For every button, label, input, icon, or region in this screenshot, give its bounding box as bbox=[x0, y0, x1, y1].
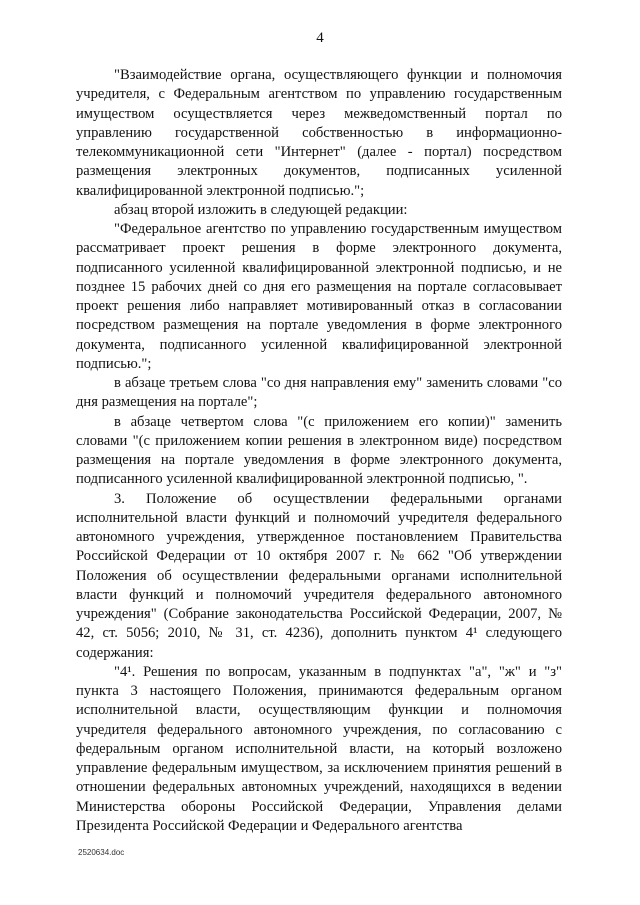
page-number: 4 bbox=[316, 30, 324, 46]
paragraph-section-3: 3. Положение об осуществлении федеральными органами исполнительной власти функций и полномочий учредителя федерального автономного учреждения, утвержденное постановлением Правительства Российской Федерации от 10 октября 2007 г. № 662 "Об утверждении Положения об осуществлении федеральными органами исполнительной власти функций и полномочий учредителя федерального автономного учреждения" (Собрание законодательства Российской Федерации, 2007, № 42, ст. 5056; 2010, № 31, ст. 4236), дополнить пунктом 4¹ следующего содержания: bbox=[76, 490, 562, 661]
paragraph-instruction-third: в абзаце третьем слова "со дня направления ему" заменить словами "со дня размещения на портале"; bbox=[76, 375, 562, 411]
footer-file-code: 2520634.doc bbox=[78, 848, 125, 857]
paragraph-portal-interaction: "Взаимодействие органа, осуществляющего функции и полномочия учредителя, с Федеральным агентством по управлению государственным имуществом осуществляется через межведомственный портал по управлению государственной собственностью в информационно-телекоммуникационной сети "Интернет" (далее - портал) посредством размещения электронных документов, подписанных усиленной квалифицированной электронной подписью."; bbox=[76, 67, 562, 199]
paragraph-instruction-fourth: в абзаце четвертом слова "(с приложением его копии)" заменить словами "(с приложением копии решения в электронном виде) посредством размещения на портале уведомления в форме электронного документа, подписанного усиленной квалифицированной электронной подписью, ". bbox=[76, 413, 562, 488]
paragraph-point-4-1: "4¹. Решения по вопросам, указанным в подпунктах "а", "ж" и "з" пункта 3 настоящего Положения, принимаются федеральным органом исполнительной власти, осуществляющим функции и полномочия учредителя федерального автономного учреждения, по согласованию с федеральным органом исполнительной власти, на который возложено управление федеральным имуществом, за исключением принятия решений в отношении федеральных автономных учреждений, находящихся в ведении Министерства обороны Российской Федерации, Управления делами Президента Российской Федерации и Федерального агентства bbox=[76, 663, 562, 834]
paragraph-agency-review: "Федеральное агентство по управлению государственным имуществом рассматривает проект решения в форме электронного документа, подписанного усиленной квалифицированной электронной подписью, и не позднее 15 рабочих дней со дня его размещения на портале согласовывает проект решения либо направляет мотивированный отказ в согласовании посредством размещения на портале уведомления в форме электронного документа, подписанного усиленной квалифицированной электронной подписью."; bbox=[76, 221, 562, 372]
paragraph-instruction-second: абзац второй изложить в следующей редакции: bbox=[114, 201, 408, 218]
document-body bbox=[76, 66, 562, 836]
